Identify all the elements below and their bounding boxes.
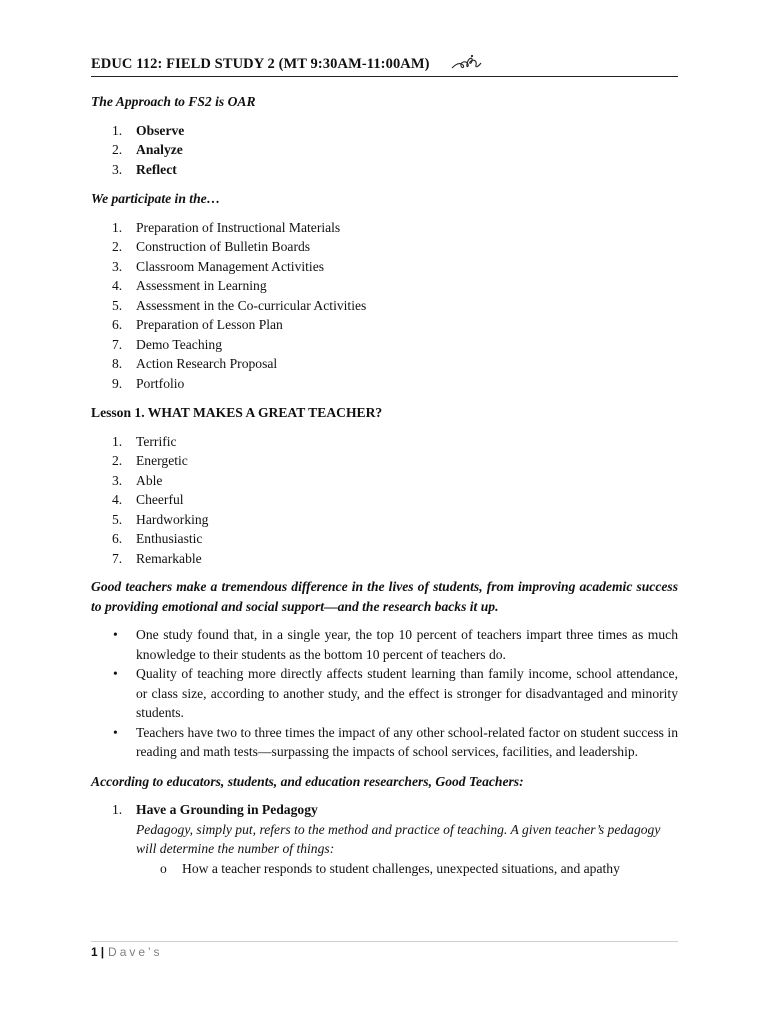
list-item: 2. Analyze [112, 142, 183, 157]
good-teachers-list [91, 800, 678, 859]
footer-name: Dave’s [108, 945, 163, 959]
list-item: 5. Hardworking [112, 511, 209, 527]
list-item: 1. Observe [112, 122, 185, 138]
list-item: 1. Have a Grounding in Pedagogy Pedagogy, simply put, refers to the method and practice of teaching. A given teacher’s pedagogy will determine the number of things: [91, 800, 678, 859]
list-item: 2. Energetic [112, 453, 188, 468]
list-item: 1. Terrific [112, 433, 177, 449]
participate-heading: We participate in the… [91, 191, 221, 206]
document-body [91, 92, 678, 878]
list-item: 8. Action Research Proposal [112, 356, 278, 371]
list-item: 5. Assessment in the Co-curricular Activities [112, 297, 367, 313]
list-item: o How a teacher responds to student challenges, unexpected situations, and apathy [160, 860, 620, 876]
list-item: • Teachers have two to three times the impact of any other school-related factor on student success in reading and math tests—surpassing the impacts of school services, facilities, and leadership. [113, 724, 678, 759]
list-item: 7. Demo Teaching [112, 336, 222, 352]
list-item: 6. Preparation of Lesson Plan [112, 317, 283, 332]
list-item: 4. Cheerful [112, 492, 184, 507]
list-item: 7. Remarkable [112, 550, 202, 566]
list-item: 3. Reflect [112, 161, 177, 177]
lesson1-heading: Lesson 1. WHAT MAKES A GREAT TEACHER? [91, 405, 383, 420]
flourish-ornament [451, 52, 483, 74]
list-item: 3. Able [112, 472, 163, 488]
good-teachers-heading: Good teachers make a tremendous difference in the lives of students, from improving academic success to providing emotional and social support—and the research backs it up. [91, 579, 678, 614]
list-item: 6. Enthusiastic [112, 531, 203, 546]
page-header [91, 52, 678, 77]
pedagogy-sub-list [91, 859, 678, 879]
research-bullet-list [91, 625, 678, 762]
list-item: 9. Portfolio [112, 375, 185, 391]
list-item: • One study found that, in a single year, the top 10 percent of teachers impart three times as much knowledge to their students as the bottom 10 percent of teachers do. [113, 627, 678, 662]
list-item: • Quality of teaching more directly affects student learning than family income, school attendance, or class size, according to another study, and the effect is stronger for disadvantaged and minority students. [113, 666, 678, 720]
list-item: 3. Classroom Management Activities [112, 258, 325, 274]
footer-separator: | [100, 945, 105, 959]
list-item: 2. Construction of Bulletin Boards [112, 239, 311, 254]
pedagogy-description: Pedagogy, simply put, refers to the method and practice of teaching. A given teacher’s pedagogy will determine the number of things: [136, 821, 661, 856]
header-title: EDUC 112: FIELD STUDY 2 (MT 9:30AM-11:00AM) [91, 56, 430, 72]
list-item: 4. Assessment in Learning [112, 278, 267, 293]
according-heading: According to educators, students, and education researchers, Good Teachers: [91, 773, 524, 789]
footer-divider [91, 941, 678, 942]
approach-list [91, 121, 678, 180]
list-item: 1. Preparation of Instructional Materials [112, 219, 341, 235]
page-footer [91, 945, 163, 959]
page-number: 1 [91, 945, 98, 959]
participate-list [91, 218, 678, 394]
approach-heading: The Approach to FS2 is OAR [91, 94, 256, 109]
pedagogy-title: Have a Grounding in Pedagogy [136, 802, 318, 817]
lesson1-list [91, 432, 678, 569]
